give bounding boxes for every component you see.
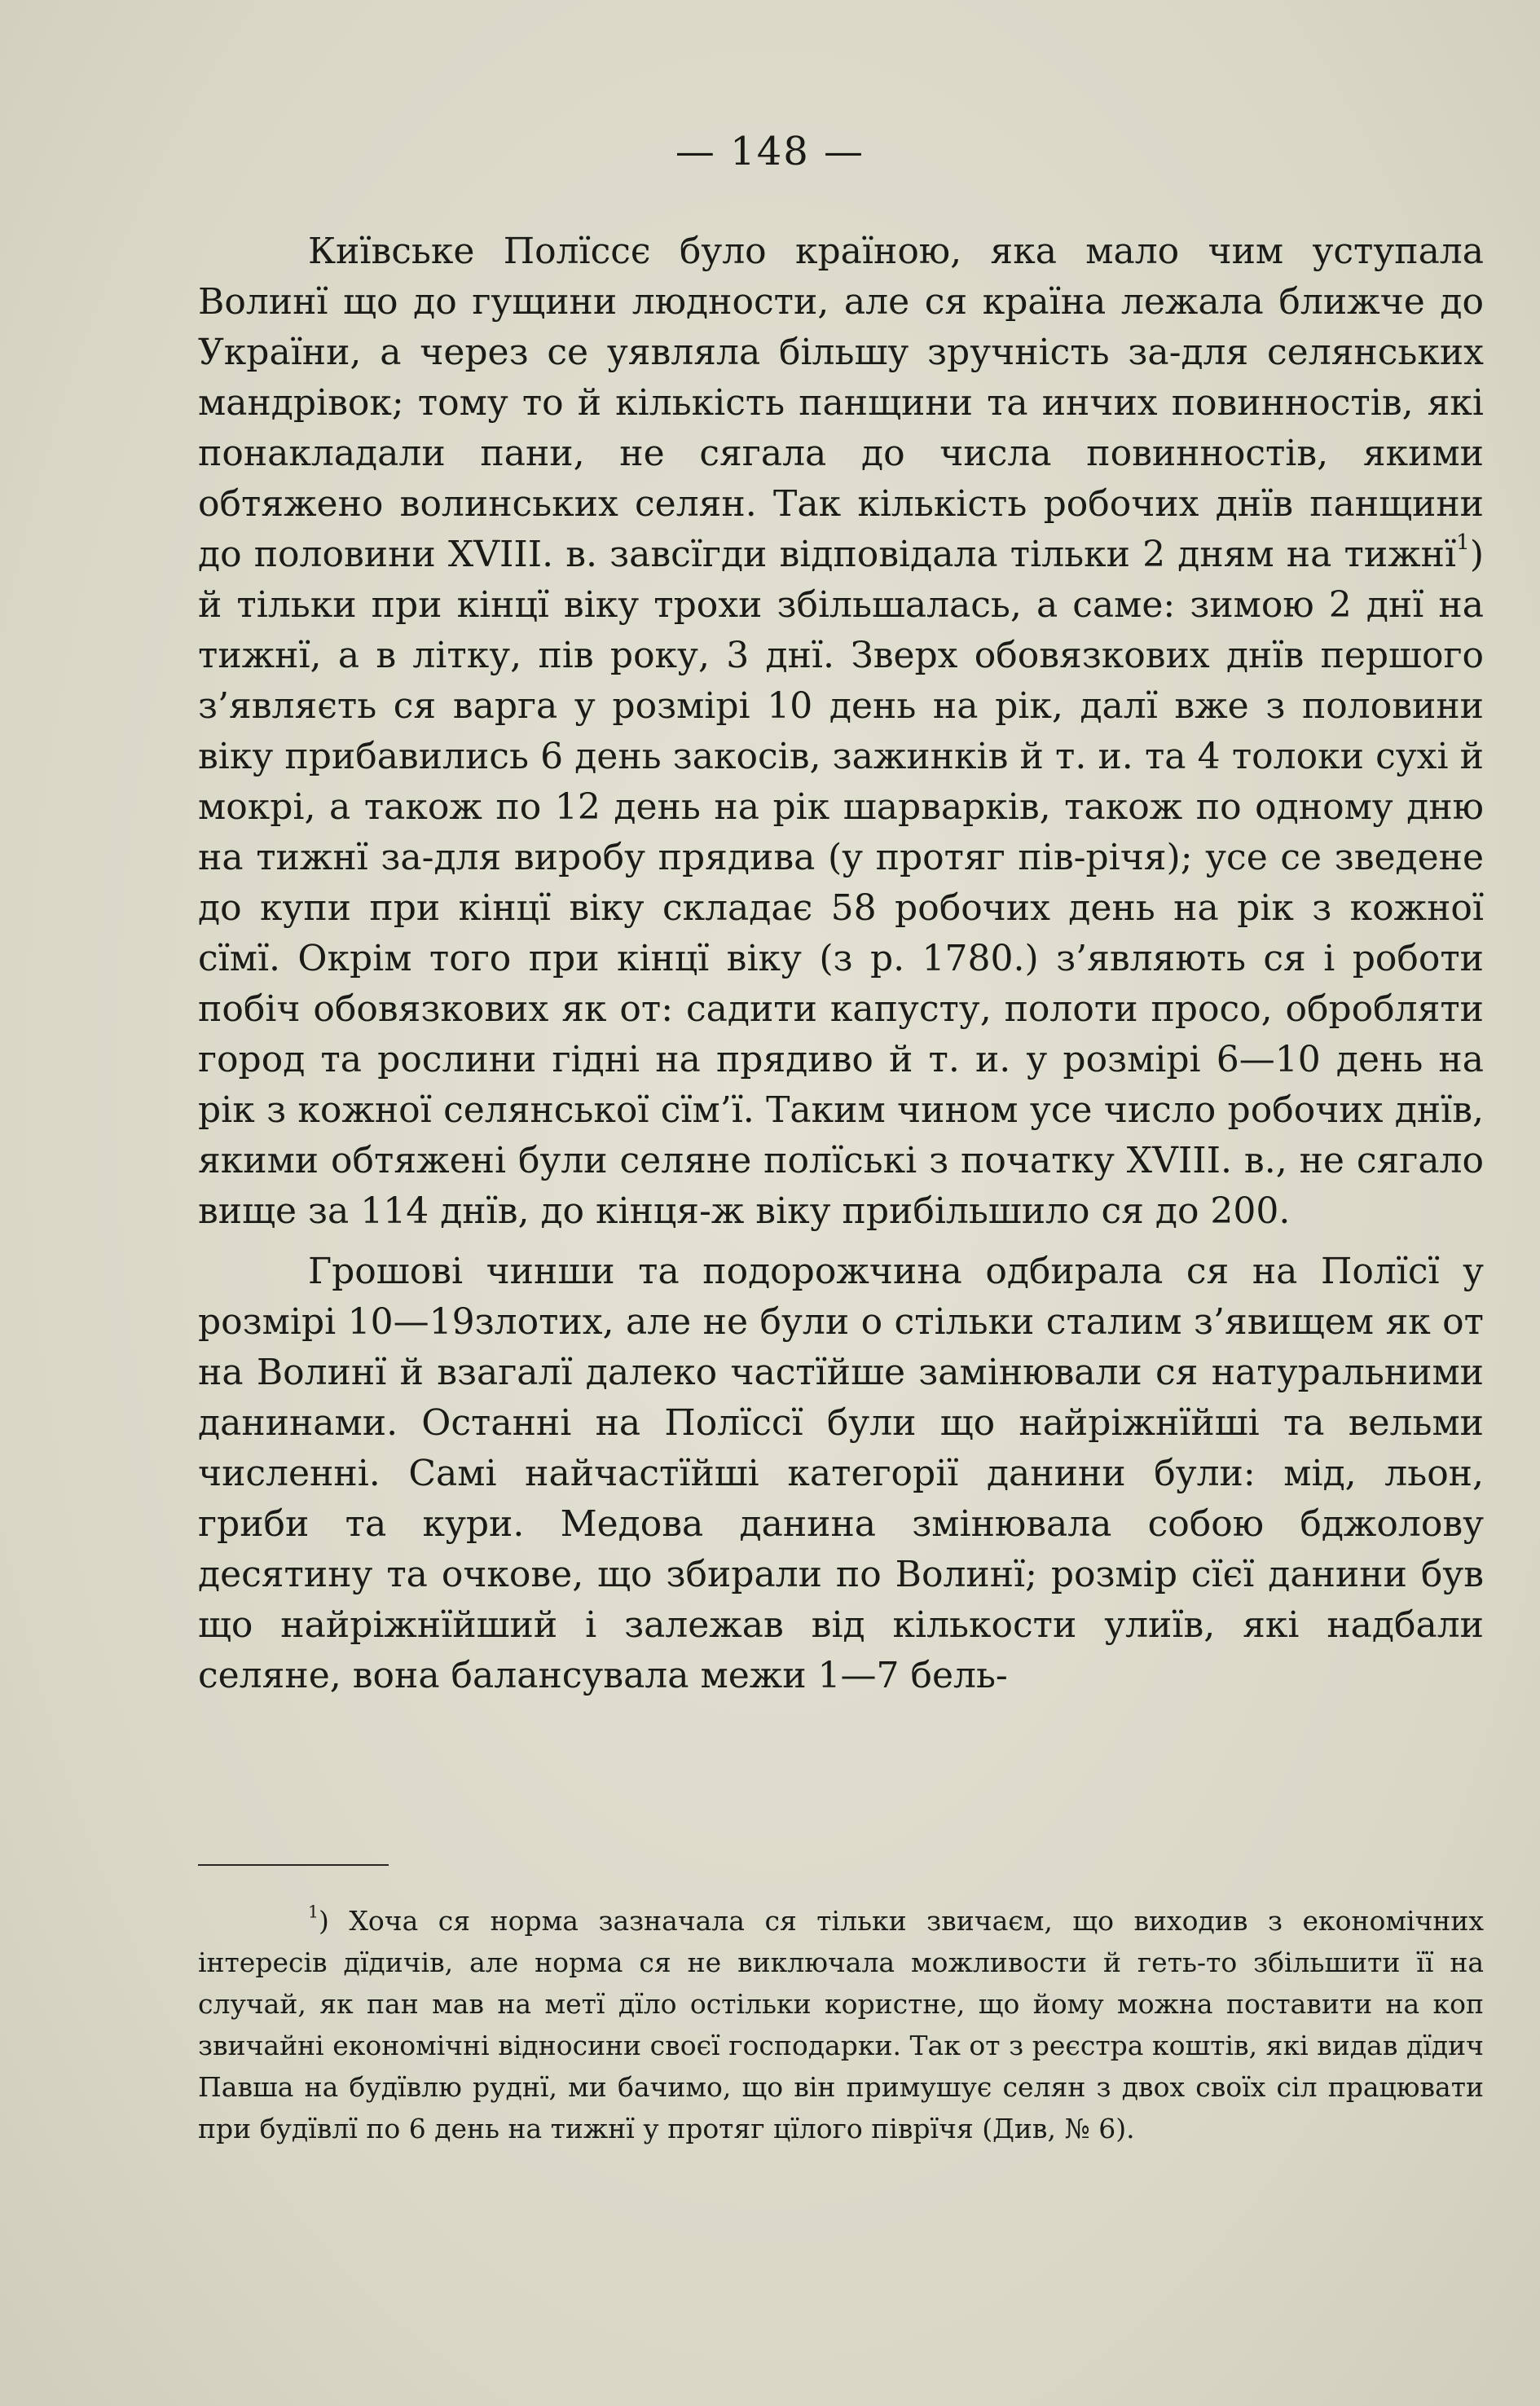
footnote-separator	[198, 1864, 389, 1866]
footnote-marker: 1	[308, 1902, 319, 1922]
paragraph-1-text-b: ) й тільки при кінцї віку трохи збільшалась, а саме: зимою 2 днї на тижнї, а в літку, пів року, 3 днї. Зверх обовязкових днїв першого з’являєть ся варга у розмірі 10 день на рік, далї вже з половини віку прибавились 6 день закосів, зажинків й т. и. та 4 толоки сухі й мокрі, а також по 12 день на рік шарварків, також по одному дню на тижнї за-для виробу прядива (у протяг пів-річя); усе се зведене до купи при кінцї віку складає 58 робочих день на рік з кожної сїмї. Окрім того при кінцї віку (з р. 1780.) з’являють ся і роботи побіч обовязкових як от: садити капусту, полоти просо, обробляти город та рослини гідні на прядиво й т. и. у розмірі 6—10 день на рік з кожної селянської сїм’ї. Таким чином усе число робочих днїв, якими обтяжені були селяне полїські з початку XVIII. в., не сягало вище за 114 днїв, до кінця-ж віку прибільшило ся до 200.	[198, 534, 1484, 1232]
paragraph-1	[198, 227, 1484, 1237]
page-number: — 148 —	[675, 129, 865, 174]
footnote-reference-1: 1	[1456, 529, 1470, 555]
footnote-text: ) Хоча ся норма зазначала ся тільки звичаєм, що виходив з економічних інтересів дїдичів, але норма ся не виключала можливости й геть-то збільшити її на случай, як пан мав на метї дїло остільки користне, що йому можна поставити на коп звичайні економічні відносини своєї господарки. Так от з реєстра коштів, які видав дїдич Павша на будївлю руднї, ми бачимо, що він примушує селян з двох своїх сіл працювати при будївлї по 6 день на тижнї у протяг цїлого піврїчя (Див, № 6).	[198, 1905, 1484, 2144]
main-text	[198, 227, 1484, 1701]
paragraph-2: Грошові чинши та подорожчина одбирала ся на Полїсї у розмірі 10—19злотих, але не були о стільки сталим з’явищем як от на Волинї й взагалї далеко частїйше замінювали ся натуральними данинами. Останні на Полїссї були що найріжнїйші та вельми численні. Самі найчастїйші категорії данини були: мід, льон, гриби та кури. Медова данина змінювала собою бджолову десятину та очкове, що збирали по Волинї; розмір сїєї данини був що найріжнїйший і залежав від кількости улиїв, які надбали селяне, вона балансувала межи 1—7 бель-	[198, 1251, 1484, 1696]
paragraph-1-text-a: Київське Полїссє було країною, яка мало чим уступала Волинї що до гущини людности, але ся країна лежала ближче до України, а через се уявляла більшу зручність за-для селянських мандрівок; тому то й кількість панщини та инчих повинностів, які понакладали пани, не сягала до числа повинностів, якими обтяжено волинських селян. Так кількість робочих днїв панщини до половини XVIII. в. завсїгди відповідала тільки 2 дням на тижнї	[198, 231, 1484, 575]
footnote-1	[198, 1900, 1484, 2149]
